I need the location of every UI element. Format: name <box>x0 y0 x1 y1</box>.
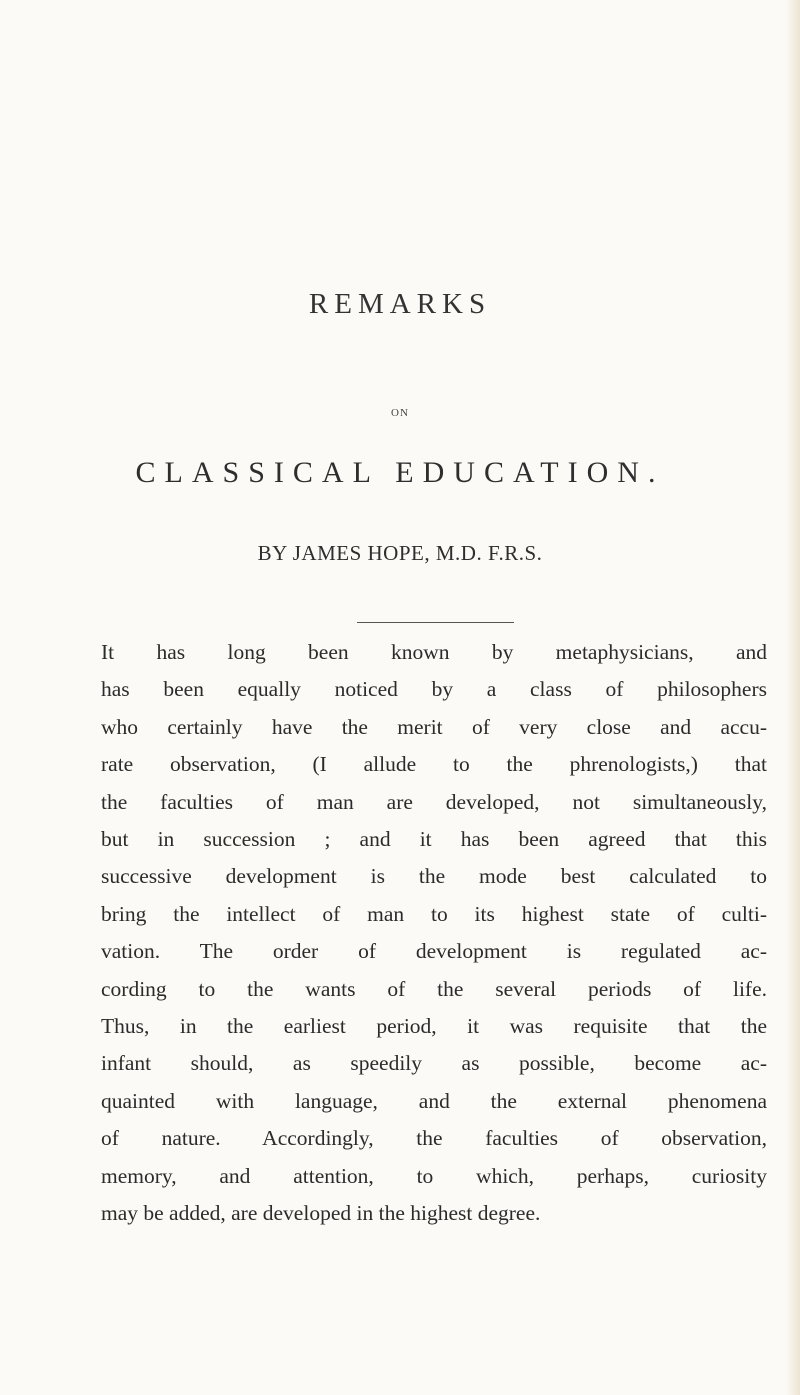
body-line: bring the intellect of man to its highest state of culti- <box>101 901 767 926</box>
body-line: the faculties of man are developed, not simultaneously, <box>101 789 767 814</box>
section-rule <box>357 622 514 623</box>
title-connector: ON <box>391 407 409 419</box>
body-line: quainted with language, and the external phenomena <box>101 1088 767 1113</box>
body-line: rate observation, (I allude to the phrenologists,) that <box>101 752 767 777</box>
body-line: who certainly have the merit of very close and accu- <box>101 714 767 739</box>
body-line: cording to the wants of the several periods of life. <box>101 976 767 1001</box>
body-paragraph <box>101 634 767 1233</box>
page-subtitle: CLASSICAL EDUCATION. <box>135 456 665 489</box>
author-byline: BY JAMES HOPE, M.D. F.R.S. <box>257 541 543 565</box>
body-line: vation. The order of development is regulated ac- <box>101 939 767 964</box>
body-line: may be added, are developed in the highest degree. <box>101 1201 541 1226</box>
body-line: It has long been known by metaphysicians, and <box>101 640 767 664</box>
body-line: infant should, as speedily as possible, become ac- <box>101 1051 767 1076</box>
body-line: Thus, in the earliest period, it was requisite that the <box>101 1014 767 1039</box>
body-line: successive development is the mode best calculated to <box>101 864 767 889</box>
body-line: has been equally noticed by a class of philosophers <box>101 677 767 702</box>
body-line: of nature. Accordingly, the faculties of observation, <box>101 1126 767 1151</box>
page-edge-shading <box>786 0 800 1395</box>
page-title: REMARKS <box>308 288 492 320</box>
body-line: memory, and attention, to which, perhaps, curiosity <box>101 1163 767 1188</box>
body-line: but in succession ; and it has been agreed that this <box>101 827 767 852</box>
